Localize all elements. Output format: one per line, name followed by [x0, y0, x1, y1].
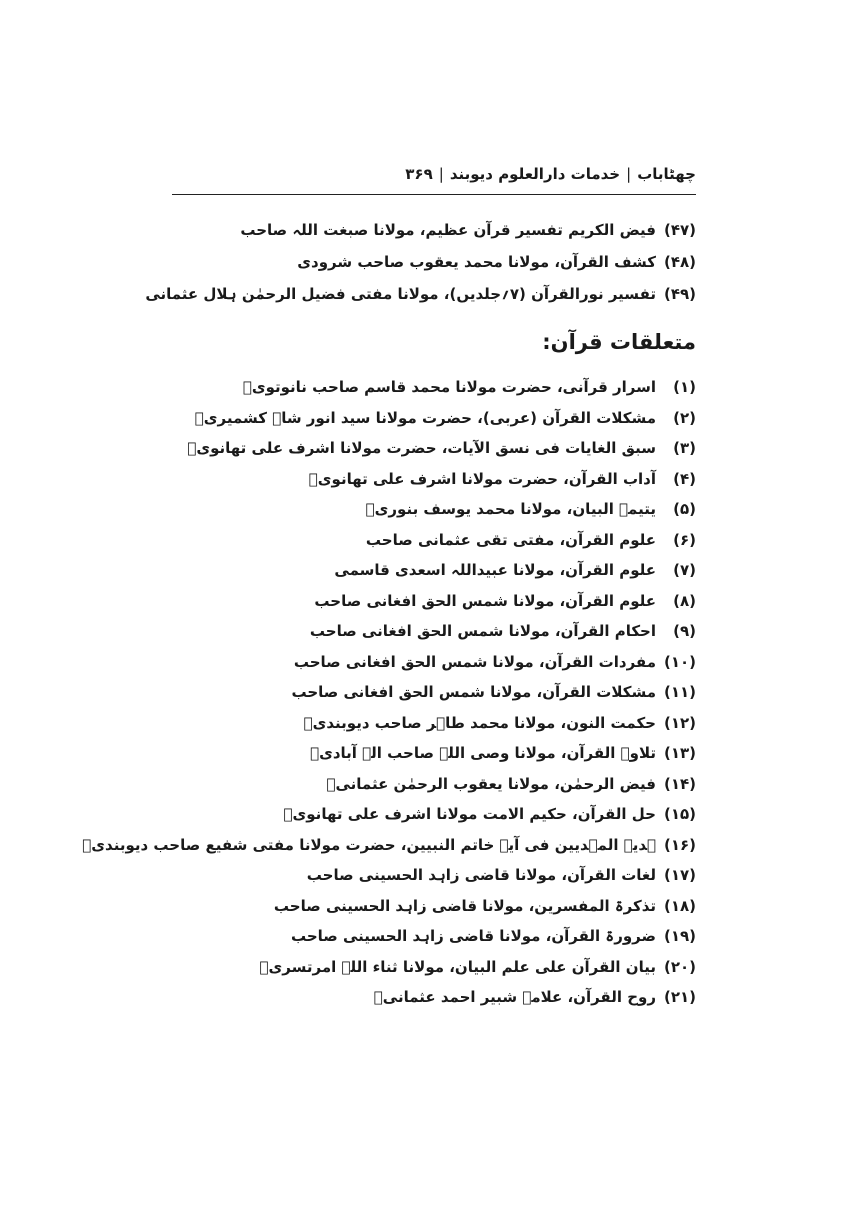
- header-separator: |: [438, 165, 444, 183]
- item-number: (۱۵): [663, 805, 696, 824]
- item-number: (۲): [673, 408, 696, 427]
- item-text: مشکلات القرآن، مولانا شمس الحق افغانی صاحب: [291, 683, 656, 702]
- list-item: [82, 677, 696, 708]
- item-number: (۱۷): [663, 866, 696, 885]
- item-number: (۱۰): [663, 652, 696, 671]
- list-item: [82, 860, 696, 891]
- list-item: [145, 214, 696, 246]
- list-item: [82, 647, 696, 678]
- item-text: حل القرآن، حکیم الامت مولانا اشرف علی تھانویؒ: [283, 805, 656, 824]
- list-item: [82, 799, 696, 830]
- item-text: مشکلات القرآن (عربی)، حضرت مولانا سید انور شاہ کشمیریؒ: [194, 408, 656, 427]
- item-number: (۲۰): [663, 957, 696, 976]
- list-item: [145, 278, 696, 310]
- list-item: [82, 891, 696, 922]
- list-item: [82, 494, 696, 525]
- header-separator: |: [626, 165, 632, 183]
- item-text: لغات القرآن، مولانا قاضی زاہد الحسینی صاحب: [306, 866, 656, 885]
- item-number: (۱۳): [663, 744, 696, 763]
- list-item: [82, 952, 696, 983]
- item-text: بیان القرآن علی علم البیان، مولانا ثناء اللہ امرتسریؒ: [259, 957, 656, 976]
- list-item: [145, 246, 696, 278]
- item-text: علوم القرآن، مولانا عبیداللہ اسعدی قاسمی: [334, 561, 656, 580]
- list-item: [82, 982, 696, 1013]
- item-number: (۱۹): [663, 927, 696, 946]
- item-number: (۷): [673, 561, 696, 580]
- item-text: مفردات القرآن، مولانا شمس الحق افغانی صاحب: [293, 652, 656, 671]
- list-item: [82, 738, 696, 769]
- list-item: [82, 525, 696, 556]
- quran-related-books-list: [82, 372, 696, 1013]
- list-item: [82, 708, 696, 739]
- item-number: (۴۷): [663, 221, 696, 239]
- item-text: روح القرآن، علامہ شبیر احمد عثمانیؒ: [373, 988, 656, 1007]
- item-number: (۱۴): [663, 774, 696, 793]
- item-text: ضرورۃ القرآن، مولانا قاضی زاہد الحسینی صاحب: [290, 927, 656, 946]
- chapter-label: چھٹاباب: [637, 165, 696, 183]
- list-item: [82, 769, 696, 800]
- list-item: [82, 616, 696, 647]
- header-rule: [172, 194, 696, 195]
- item-number: (۱۶): [663, 835, 696, 854]
- item-text: تذکرۃ المفسرین، مولانا قاضی زاہد الحسینی صاحب: [273, 896, 656, 915]
- item-number: (۵): [673, 500, 696, 519]
- item-text: ہدیۃ المہدیین فی آیۃ خاتم النبیین، حضرت مولانا مفتی شفیع صاحب دیوبندیؒ: [82, 835, 656, 854]
- header-title: خدمات دارالعلوم دیوبند: [449, 165, 621, 183]
- item-text: تلاوۃ القرآن، مولانا وصی اللہ صاحب الہ آبادیؒ: [310, 744, 656, 763]
- item-text: یتیمۃ البیان، مولانا محمد یوسف بنوریؒ: [365, 500, 656, 519]
- item-number: (۴): [673, 469, 696, 488]
- item-number: (۳): [673, 439, 696, 458]
- list-item: [82, 372, 696, 403]
- item-text: آداب القرآن، حضرت مولانا اشرف علی تھانویؒ: [308, 469, 656, 488]
- item-text: فیض الرحمٰن، مولانا یعقوب الرحمٰن عثمانیؒ: [326, 774, 656, 793]
- continued-book-list: [145, 214, 696, 310]
- item-text: احکام القرآن، مولانا شمس الحق افغانی صاحب: [309, 622, 656, 641]
- item-text: علوم القرآن، مفتی تقی عثمانی صاحب: [365, 530, 656, 549]
- item-number: (۱۸): [663, 896, 696, 915]
- item-number: (۱): [673, 378, 696, 397]
- item-number: (۱۱): [663, 683, 696, 702]
- item-number: (۲۱): [663, 988, 696, 1007]
- item-text: فیض الکریم تفسیر قرآن عظیم، مولانا صبغت اللہ صاحب: [240, 221, 656, 239]
- list-item: [82, 403, 696, 434]
- item-number: (۱۲): [663, 713, 696, 732]
- list-item: [82, 830, 696, 861]
- list-item: [82, 586, 696, 617]
- running-header: [172, 160, 696, 188]
- item-number: (۶): [673, 530, 696, 549]
- item-number: (۴۹): [663, 285, 696, 303]
- item-text: تفسیر نورالقرآن (۷؍جلدیں)، مولانا مفتی فضیل الرحمٰن ہلال عثمانی: [145, 285, 656, 303]
- section-heading: متعلقات قرآن:: [542, 330, 696, 354]
- list-item: [82, 464, 696, 495]
- list-item: [82, 433, 696, 464]
- item-text: علوم القرآن، مولانا شمس الحق افغانی صاحب: [314, 591, 656, 610]
- item-text: سبق الغایات فی نسق الآیات، حضرت مولانا اشرف علی تھانویؒ: [187, 439, 656, 458]
- item-number: (۸): [673, 591, 696, 610]
- list-item: [82, 921, 696, 952]
- item-text: کشف القرآن، مولانا محمد یعقوب صاحب شرودی: [297, 253, 656, 271]
- list-item: [82, 555, 696, 586]
- item-number: (۴۸): [663, 253, 696, 271]
- item-text: اسرار قرآنی، حضرت مولانا محمد قاسم صاحب نانوتویؒ: [242, 378, 656, 397]
- page-number: ۳۶۹: [405, 165, 433, 183]
- item-number: (۹): [673, 622, 696, 641]
- item-text: حکمت النون، مولانا محمد طاہر صاحب دیوبندیؒ: [303, 713, 656, 732]
